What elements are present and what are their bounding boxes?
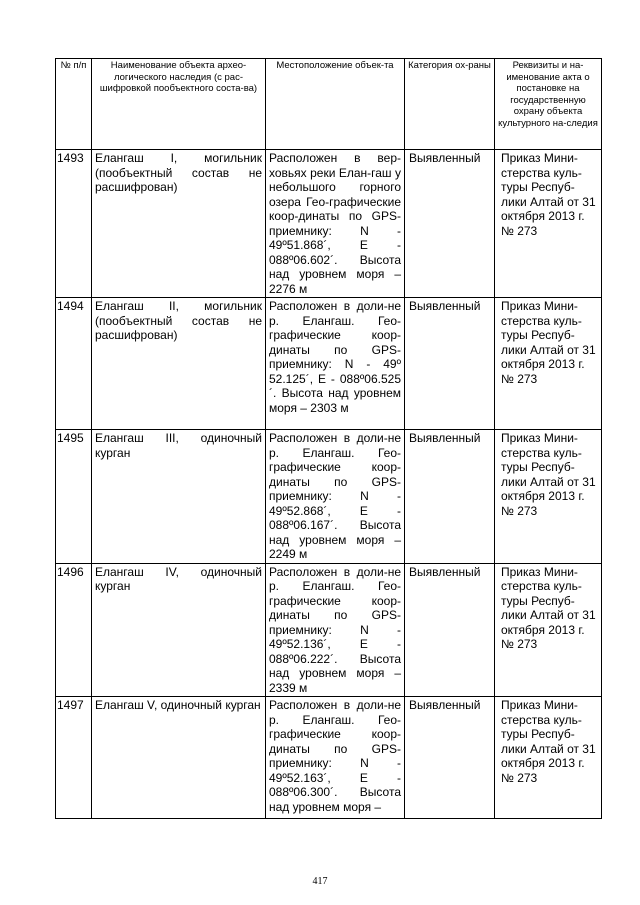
row-name: Елангаш I, могильник (пообъектный состав не расшифрован) (92, 150, 266, 298)
table-row (56, 150, 602, 298)
table-row (56, 563, 602, 697)
row-name: Елангаш IV, одиночный курган (92, 563, 266, 697)
row-num: 1496 (56, 563, 92, 697)
header-category: Категория ох-раны (405, 59, 495, 150)
row-location: Расположен в доли-не р. Елангаш. Гео-графические коор-динаты по GPS-приемнику: N - 49º52.868´, E - 088º06.167´. Высота над уровнем моря – 2249 м (266, 430, 405, 564)
row-category: Выявленный (405, 298, 495, 430)
row-location: Расположен в доли-не р. Елангаш. Гео-графические коор-динаты по GPS-приемнику: N - 49º52.163´, E - 088º06.300´. Высота над уровнем моря – (266, 697, 405, 819)
row-num: 1495 (56, 430, 92, 564)
header-row (56, 59, 602, 150)
header-location: Местоположение объек-та (266, 59, 405, 150)
row-location: Расположен в вер-ховьях реки Елан-гаш у небольшого горного озера Гео-графические коор-динаты по GPS-приемнику: N - 49º51.868´, E - 088º06.602´. Высота над уровнем моря – 2276 м (266, 150, 405, 298)
header-name: Наименование объекта архео-логического наследия (с рас-шифровкой пообъектного соста-ва) (92, 59, 266, 150)
row-name: Елангаш V, одиночный курган (92, 697, 266, 819)
row-num: 1493 (56, 150, 92, 298)
row-location: Расположен в доли-не р. Елангаш. Гео-графические коор-динаты по GPS-приемнику: N - 49º52.136´, E - 088º06.222´. Высота над уровнем моря – 2339 м (266, 563, 405, 697)
row-name: Елангаш III, одиночный курган (92, 430, 266, 564)
row-num: 1497 (56, 697, 92, 819)
row-act: Приказ Мини-стерства куль-туры Респуб-лики Алтай от 31 октября 2013 г. № 273 (495, 697, 602, 819)
heritage-registry-table (55, 58, 602, 819)
row-act: Приказ Мини-стерства куль-туры Респуб-лики Алтай от 31 октября 2013 г. № 273 (495, 298, 602, 430)
row-category: Выявленный (405, 697, 495, 819)
row-act: Приказ Мини-стерства куль-туры Респуб-лики Алтай от 31 октября 2013 г. № 273 (495, 430, 602, 564)
row-num: 1494 (56, 298, 92, 430)
row-act: Приказ Мини-стерства куль-туры Респуб-лики Алтай от 31 октября 2013 г. № 273 (495, 563, 602, 697)
table-row (56, 697, 602, 819)
row-category: Выявленный (405, 150, 495, 298)
header-act: Реквизиты и на-именование акта о постановке на государственную охрану объекта культурного на-следия (495, 59, 602, 150)
table-row (56, 430, 602, 564)
row-category: Выявленный (405, 430, 495, 564)
page-number: 417 (312, 876, 328, 887)
row-category: Выявленный (405, 563, 495, 697)
table-row (56, 298, 602, 430)
row-location: Расположен в доли-не р. Елангаш. Гео-графические коор-динаты по GPS-приемнику: N - 49º 52.125´, E - 088º06.525´. Высота над уровнем моря – 2303 м (266, 298, 405, 430)
row-act: Приказ Мини-стерства куль-туры Респуб-лики Алтай от 31 октября 2013 г. № 273 (495, 150, 602, 298)
row-name: Елангаш II, могильник (пообъектный состав не расшифрован) (92, 298, 266, 430)
header-num: № п/п (56, 59, 92, 150)
